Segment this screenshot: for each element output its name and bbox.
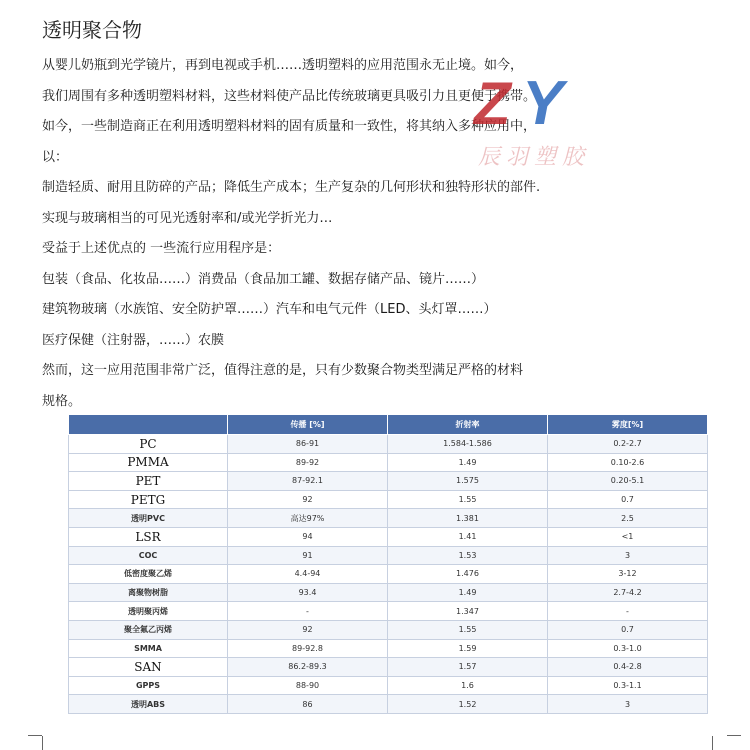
paragraph-line: 以： <box>42 149 69 165</box>
material-name-cell: 透明PVC <box>69 509 228 528</box>
refractive-index-cell: 1.49 <box>388 583 548 602</box>
transmission-cell: 89-92.8 <box>228 639 388 658</box>
table-row <box>69 453 708 472</box>
transmission-cell: 93.4 <box>228 583 388 602</box>
table-row <box>69 435 708 454</box>
transmission-cell: - <box>228 602 388 621</box>
refractive-index-cell: 1.53 <box>388 546 548 565</box>
refractive-index-cell: 1.57 <box>388 658 548 677</box>
haze-cell: 3-12 <box>548 565 708 584</box>
paragraph-line: 我们周围有多种透明塑料材料，这些材料使产品比传统玻璃更具吸引力且更便于携带。 <box>42 88 537 104</box>
material-name-cell: SAN <box>69 658 228 677</box>
table-row <box>69 695 708 714</box>
material-name-cell: PC <box>69 435 228 454</box>
transmission-cell: 92 <box>228 490 388 509</box>
transmission-cell: 88-90 <box>228 676 388 695</box>
haze-cell: - <box>548 602 708 621</box>
material-name-cell: COC <box>69 546 228 565</box>
properties-table-wrapper <box>68 414 707 714</box>
paragraph-line: 然而，这一应用范围非常广泛，值得注意的是，只有少数聚合物类型满足严格的材料 <box>42 363 524 378</box>
haze-cell: 0.4-2.8 <box>548 658 708 677</box>
paragraph-line: 从婴儿奶瓶到光学镜片，再到电视或手机……透明塑料的应用范围永无止境。如今， <box>42 58 524 73</box>
column-header-haze: 雾度[%] <box>548 415 708 435</box>
refractive-index-cell: 1.6 <box>388 676 548 695</box>
haze-cell: 0.20-5.1 <box>548 472 708 491</box>
material-name-cell: 离聚物树脂 <box>69 583 228 602</box>
table-row <box>69 565 708 584</box>
refractive-index-cell: 1.381 <box>388 509 548 528</box>
column-header-refractive-index: 折射率 <box>388 415 548 435</box>
haze-cell: 0.2-2.7 <box>548 435 708 454</box>
transmission-cell: 91 <box>228 546 388 565</box>
material-name-cell: PETG <box>69 490 228 509</box>
refractive-index-cell: 1.55 <box>388 490 548 509</box>
haze-cell: 3 <box>548 695 708 714</box>
refractive-index-cell: 1.575 <box>388 472 548 491</box>
paragraph-line: 受益于上述优点的 一些流行应用程序是： <box>42 241 281 256</box>
material-name-cell: SMMA <box>69 639 228 658</box>
refractive-index-cell: 1.584-1.586 <box>388 435 548 454</box>
table-row <box>69 546 708 565</box>
transmission-cell: 86.2-89.3 <box>228 658 388 677</box>
haze-cell: <1 <box>548 527 708 546</box>
haze-cell: 0.10-2.6 <box>548 453 708 472</box>
material-name-cell: GPPS <box>69 676 228 695</box>
paragraph-line: 如今，一些制造商正在利用透明塑料材料的固有质量和一致性，将其纳入多种应用中， <box>42 119 537 134</box>
material-name-cell: 低密度聚乙烯 <box>69 565 228 584</box>
refractive-index-cell: 1.347 <box>388 602 548 621</box>
table-row <box>69 676 708 695</box>
transmission-cell: 87-92.1 <box>228 472 388 491</box>
svg-text:辰羽塑胶: 辰羽塑胶 <box>478 145 591 170</box>
page-corner-mark-right <box>712 736 727 750</box>
paragraph-line: 规格。 <box>42 393 82 409</box>
material-name-cell: 透明ABS <box>69 695 228 714</box>
table-row <box>69 527 708 546</box>
material-name-cell: LSR <box>69 527 228 546</box>
properties-table <box>68 414 708 714</box>
table-body <box>69 435 708 714</box>
refractive-index-cell: 1.49 <box>388 453 548 472</box>
table-row <box>69 658 708 677</box>
paragraph-line: 制造轻质、耐用且防碎的产品；降低生产成本；生产复杂的几何形状和独特形状的部件. <box>42 180 541 195</box>
refractive-index-cell: 1.55 <box>388 620 548 639</box>
column-header-transmission: 传播 [%] <box>228 415 388 435</box>
table-row <box>69 472 708 491</box>
document-title: 透明聚合物 <box>42 18 142 42</box>
paragraph-line: 建筑物玻璃（水族馆、安全防护罩……）汽车和电气元件（LED、头灯罩……） <box>42 302 497 317</box>
paragraph-line: 实现与玻璃相当的可见光透射率和/或光学折光力… <box>42 210 333 226</box>
svg-text:Y: Y <box>522 69 564 138</box>
haze-cell: 0.3-1.1 <box>548 676 708 695</box>
transmission-cell: 92 <box>228 620 388 639</box>
refractive-index-cell: 1.476 <box>388 565 548 584</box>
transmission-cell: 94 <box>228 527 388 546</box>
haze-cell: 0.3-1.0 <box>548 639 708 658</box>
table-header-row <box>69 415 708 435</box>
table-row <box>69 620 708 639</box>
table-row <box>69 602 708 621</box>
haze-cell: 2.5 <box>548 509 708 528</box>
haze-cell: 0.7 <box>548 620 708 639</box>
transmission-cell: 89-92 <box>228 453 388 472</box>
haze-cell: 3 <box>548 546 708 565</box>
refractive-index-cell: 1.41 <box>388 527 548 546</box>
page-corner-mark-left <box>28 736 43 750</box>
paragraph-line: 包装（食品、化妆品……）消费品（食品加工罐、数据存储产品、镜片……） <box>42 271 485 287</box>
transmission-cell: 4.4-94 <box>228 565 388 584</box>
table-row <box>69 509 708 528</box>
paragraph-line: 医疗保健（注射器，……）农膜 <box>42 332 225 348</box>
table-row <box>69 583 708 602</box>
transmission-cell: 高达97% <box>228 509 388 528</box>
table-row <box>69 639 708 658</box>
transmission-cell: 86 <box>228 695 388 714</box>
column-header <box>69 415 228 435</box>
transmission-cell: 86-91 <box>228 435 388 454</box>
watermark-logo <box>470 62 660 174</box>
refractive-index-cell: 1.59 <box>388 639 548 658</box>
material-name-cell: 聚全氟乙丙烯 <box>69 620 228 639</box>
table-row <box>69 490 708 509</box>
material-name-cell: PMMA <box>69 453 228 472</box>
material-name-cell: PET <box>69 472 228 491</box>
refractive-index-cell: 1.52 <box>388 695 548 714</box>
haze-cell: 2.7-4.2 <box>548 583 708 602</box>
material-name-cell: 透明聚丙烯 <box>69 602 228 621</box>
haze-cell: 0.7 <box>548 490 708 509</box>
svg-text:Z: Z <box>474 70 511 137</box>
